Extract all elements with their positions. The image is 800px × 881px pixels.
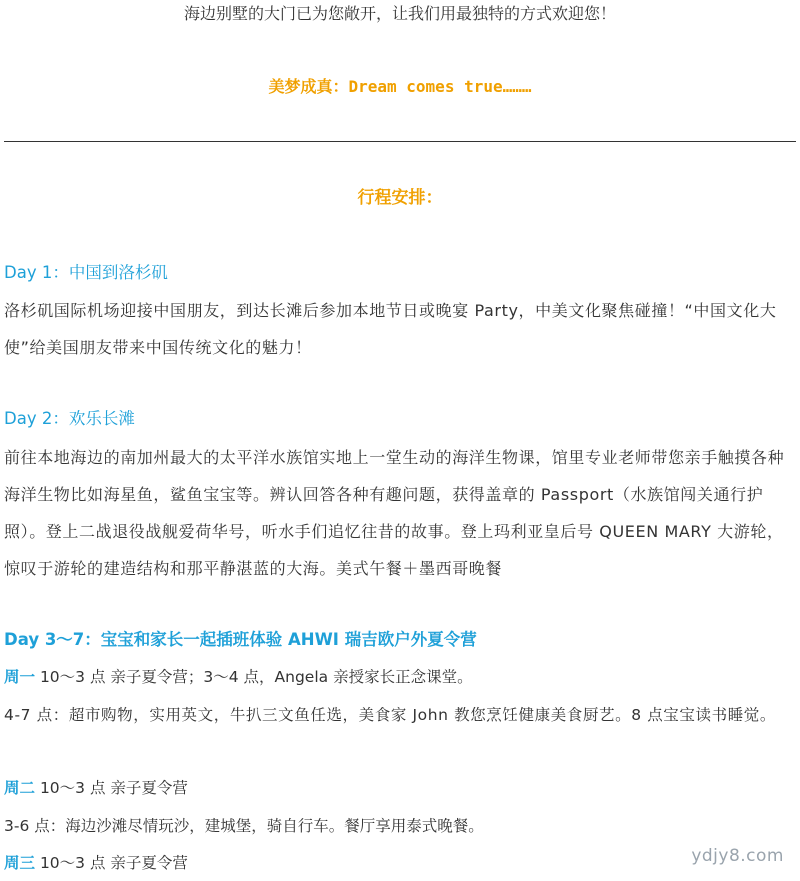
day1-body: 洛杉矶国际机场迎接中国朋友，到达长滩后参加本地节日或晚宴 Party，中美文化聚焦碰撞！“中国文化大使”给美国朋友带来中国传统文化的魅力！ xyxy=(4,301,777,357)
item-text: 10～3 点 亲子夏令营 xyxy=(35,854,188,872)
day37-item-tuesday xyxy=(4,777,796,799)
divider xyxy=(4,141,796,142)
day2-title: Day 2：欢乐长滩 xyxy=(4,409,135,428)
item-text: 10～3 点 亲子夏令营 xyxy=(35,779,188,797)
day37-item-wednesday xyxy=(4,852,796,874)
item-text: 10～3 点 亲子夏令营；3～4 点，Angela 亲授家长正念课堂。 xyxy=(35,668,473,686)
item-text: 4-7 点：超市购物，实用英文，牛扒三文鱼任选，美食家 John 教您烹饪健康美食厨艺。8 点宝宝读书睡觉。 xyxy=(4,706,776,724)
site-watermark: ydjy8.com xyxy=(691,846,784,866)
day37-item-evening1 xyxy=(4,697,796,734)
schedule-heading: 行程安排： xyxy=(357,188,443,208)
welcome-line: 海边别墅的大门已为您敞开，让我们用最独特的方式欢迎您！ xyxy=(183,4,616,23)
weekday-label: 周二 xyxy=(4,779,36,797)
day37-item-monday xyxy=(4,666,796,688)
day37-item-evening2 xyxy=(4,815,796,837)
day2-body: 前往本地海边的南加州最大的太平洋水族馆实地上一堂生动的海洋生物课，馆里专业老师带您亲手触摸各种海洋生物比如海星鱼，鲨鱼宝宝等。辨认回答各种有趣问题，获得盖章的 Passport（水族馆闯关通行护照）。登上二战退役战舰爱荷华号，听水手们追忆往昔的故事。登上玛利亚皇后号 QUEEN MARY 大游轮，惊叹于游轮的建造结构和那平静湛蓝的大海。美式午餐＋墨西哥晚餐 xyxy=(4,448,785,578)
weekday-label: 周三 xyxy=(4,854,36,872)
day1-title: Day 1：中国到洛杉矶 xyxy=(4,263,168,282)
weekday-label: 周一 xyxy=(4,668,36,686)
dream-line: 美梦成真：Dream comes true……… xyxy=(268,77,532,96)
day37-title: Day 3～7：宝宝和家长一起插班体验 AHWI 瑞吉欧户外夏令营 xyxy=(4,630,477,649)
item-text: 3-6 点：海边沙滩尽情玩沙，建城堡，骑自行车。餐厅享用泰式晚餐。 xyxy=(4,817,484,835)
